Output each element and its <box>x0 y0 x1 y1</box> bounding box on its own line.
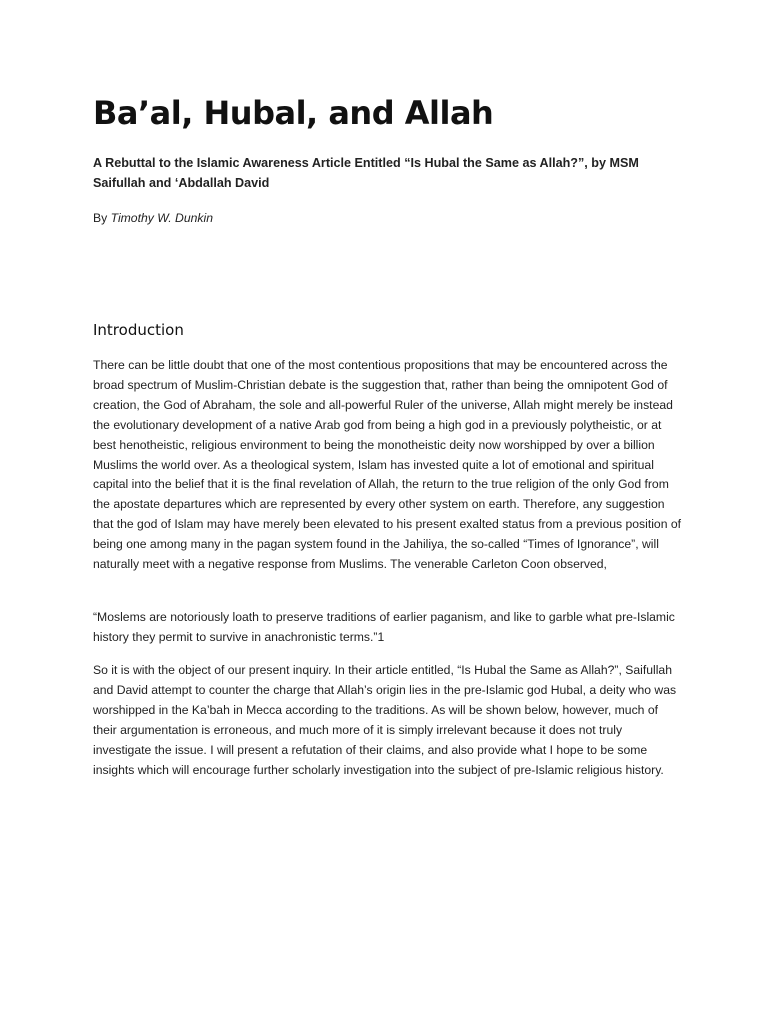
byline-prefix: By <box>93 211 111 225</box>
paragraph-inquiry: So it is with the object of our present inquiry. In their article entitled, “Is Hubal the Same as Allah?”, Saifullah and David attempt to counter the charge that Allah’s origin lies in the pre-Islamic god Hubal, a deity who was worshipped in the Ka’bah in Mecca according to the traditions. As will be shown below, however, much of their argumentation is erroneous, and much more of it is simply irrelevant because it does not truly investigate the issue. I will present a refutation of their claims, and also provide what I hope to be some insights which will encourage further scholarly investigation into the subject of pre-Islamic religious history. <box>93 663 677 777</box>
document-title: Ba’al, Hubal, and Allah <box>93 94 494 132</box>
byline <box>93 209 213 227</box>
section-heading-introduction: Introduction <box>93 321 184 339</box>
paragraph-quote: “Moslems are notoriously loath to preserve traditions of earlier paganism, and like to garble what pre-Islamic history they permit to survive in anachronistic terms.”1 <box>93 610 675 644</box>
paragraph-intro: There can be little doubt that one of the most contentious propositions that may be encountered across the broad spectrum of Muslim-Christian debate is the suggestion that, rather than being the omnipotent God of creation, the God of Abraham, the sole and all-powerful Ruler of the universe, Allah might merely be instead the evolutionary development of a native Arab god from being a high god in a previously polytheistic, or at best henotheistic, religious environment to being the monotheistic deity now worshipped by over a billion Muslims the world over. As a theological system, Islam has invested quite a lot of emotional and spiritual capital into the belief that it is the final revelation of Allah, the return to the true religion of the only God from the apostate departures which are represented by every other system on earth. Therefore, any suggestion that the god of Islam may have merely been elevated to his present exalted status from a previous position of being one among many in the pagan system found in the Jahiliya, the so-called “Times of Ignorance”, will naturally meet with a negative response from Muslims. The venerable Carleton Coon observed, <box>93 358 682 572</box>
document-subtitle: A Rebuttal to the Islamic Awareness Article Entitled “Is Hubal the Same as Allah?”, by MSM Saifullah and ‘Abdallah David <box>93 156 639 190</box>
author-name: Timothy W. Dunkin <box>110 211 213 225</box>
